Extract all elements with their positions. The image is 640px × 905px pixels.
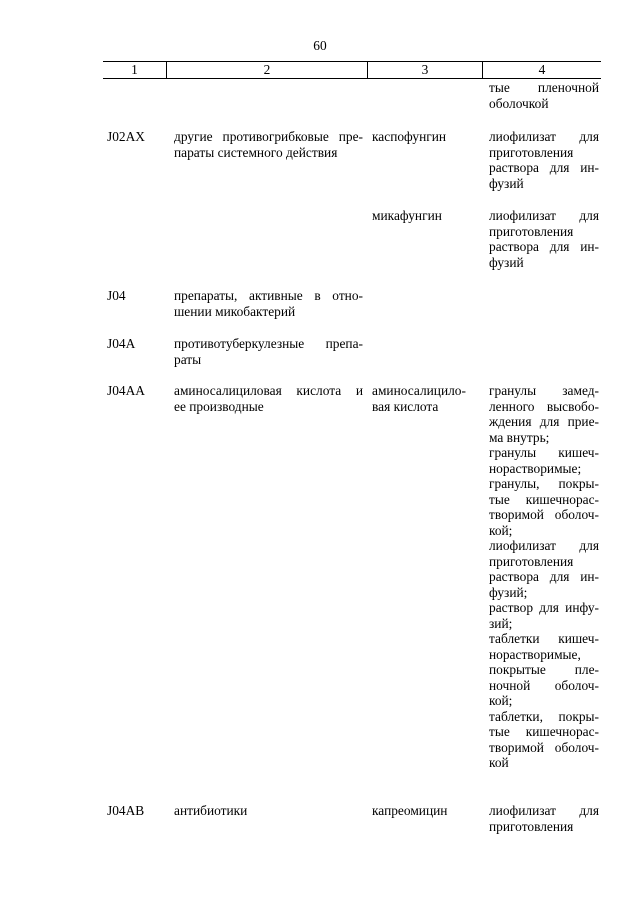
form-cell: [489, 208, 599, 270]
cell-text-line: противотуберкулезные препа-: [174, 336, 363, 351]
cell-text-line: гранулы, покры-: [489, 476, 599, 491]
cell-text-line: покрытые пле-: [489, 662, 599, 677]
cell-text-line: приготовления: [489, 818, 574, 834]
cell-text-line: тые пленочной: [489, 80, 599, 95]
cell-text-line: фузий;: [489, 584, 528, 600]
cell-text-line: тые кишечнорас-: [489, 491, 599, 507]
cell-text-line: приготовления: [489, 144, 574, 160]
code-cell: [107, 336, 165, 352]
code-cell: [107, 129, 165, 145]
cell-text: J04AA: [107, 383, 145, 398]
cell-text: [107, 80, 165, 96]
group-cell: [174, 288, 363, 319]
cell-text-line: каспофунгин: [372, 129, 447, 144]
cell-text-line: оболочкой: [489, 95, 549, 111]
cell-text-line: лиофилизат для: [489, 129, 599, 144]
header-col-2: 2: [263, 62, 271, 77]
cell-text: J04: [107, 288, 126, 303]
cell-text-line: ленного высвобо-: [489, 398, 599, 414]
cell-text-line: раты: [174, 351, 202, 367]
group-cell: [174, 336, 363, 367]
code-cell: [107, 80, 165, 96]
group-cell: [174, 803, 363, 819]
cell-text: J04A: [107, 336, 136, 351]
cell-text: [107, 208, 165, 224]
cell-text-line: норастворимые,: [489, 646, 581, 662]
cell-text-line: ждения для прие-: [489, 414, 599, 429]
form-cell: [489, 129, 599, 191]
group-cell: [174, 383, 363, 414]
cell-text-line: антибиотики: [174, 803, 248, 818]
cell-text-line: гранулы кишеч-: [489, 445, 599, 460]
cell-text-line: творимой оболоч-: [489, 739, 599, 755]
cell-text-line: капреомицин: [372, 803, 448, 818]
cell-text-line: вая кислота: [372, 398, 439, 414]
code-cell: [107, 288, 165, 304]
cell-text: J04AB: [107, 803, 145, 818]
header-col-4: 4: [538, 62, 546, 77]
cell-text-line: аминосалициловая кислота и: [174, 383, 363, 398]
header-col-1: 1: [131, 62, 138, 77]
cell-text-line: лиофилизат для: [489, 538, 599, 553]
cell-text-line: параты системного действия: [174, 144, 338, 160]
cell-text-line: творимой оболоч-: [489, 507, 599, 522]
cell-text-line: приготовления: [489, 553, 574, 569]
page-number: 60: [313, 38, 327, 53]
cell-text-line: препараты, активные в отно-: [174, 288, 363, 303]
cell-text-line: ее производные: [174, 398, 264, 414]
cell-text-line: норастворимые;: [489, 460, 582, 476]
drug-cell: [372, 129, 480, 145]
cell-text-line: кой: [489, 755, 509, 770]
drug-cell: [372, 803, 480, 819]
group-cell: [174, 129, 363, 160]
cell-text-line: приготовления: [489, 223, 574, 239]
cell-text-line: зий;: [489, 615, 513, 631]
cell-text-line: кой;: [489, 522, 513, 538]
form-cell: [489, 803, 599, 834]
cell-text-line: раствора для ин-: [489, 569, 599, 584]
form-cell: [489, 383, 599, 771]
cell-text-line: таблетки кишеч-: [489, 631, 599, 646]
cell-text-line: раствора для ин-: [489, 239, 599, 254]
cell-text-line: шении микобактерий: [174, 303, 296, 319]
code-cell: [107, 383, 165, 399]
cell-text-line: фузий: [489, 175, 524, 191]
cell-text-line: таблетки, покры-: [489, 708, 599, 724]
cell-text-line: лиофилизат для: [489, 208, 599, 223]
cell-text-line: другие противогрибковые пре-: [174, 129, 363, 144]
code-cell: [107, 803, 165, 819]
cell-text-line: микафунгин: [372, 208, 442, 223]
cell-text: J02AX: [107, 129, 145, 144]
table-header: [103, 61, 601, 79]
code-cell: [107, 208, 165, 224]
header-col-3: 3: [421, 62, 429, 77]
cell-text-line: кой;: [489, 693, 513, 708]
drug-cell: [372, 208, 480, 224]
cell-text-line: фузий: [489, 254, 524, 270]
cell-text-line: раствора для ин-: [489, 160, 599, 175]
cell-text-line: тые кишечнорас-: [489, 724, 599, 739]
form-cell: [489, 80, 599, 111]
cell-text-line: гранулы замед-: [489, 383, 599, 398]
cell-text-line: лиофилизат для: [489, 803, 599, 818]
cell-text-line: ма внутрь;: [489, 429, 550, 445]
cell-text-line: ночной оболоч-: [489, 677, 599, 693]
cell-text-line: аминосалицило-: [372, 383, 466, 398]
cell-text-line: раствор для инфу-: [489, 600, 599, 615]
drug-cell: [372, 383, 480, 414]
